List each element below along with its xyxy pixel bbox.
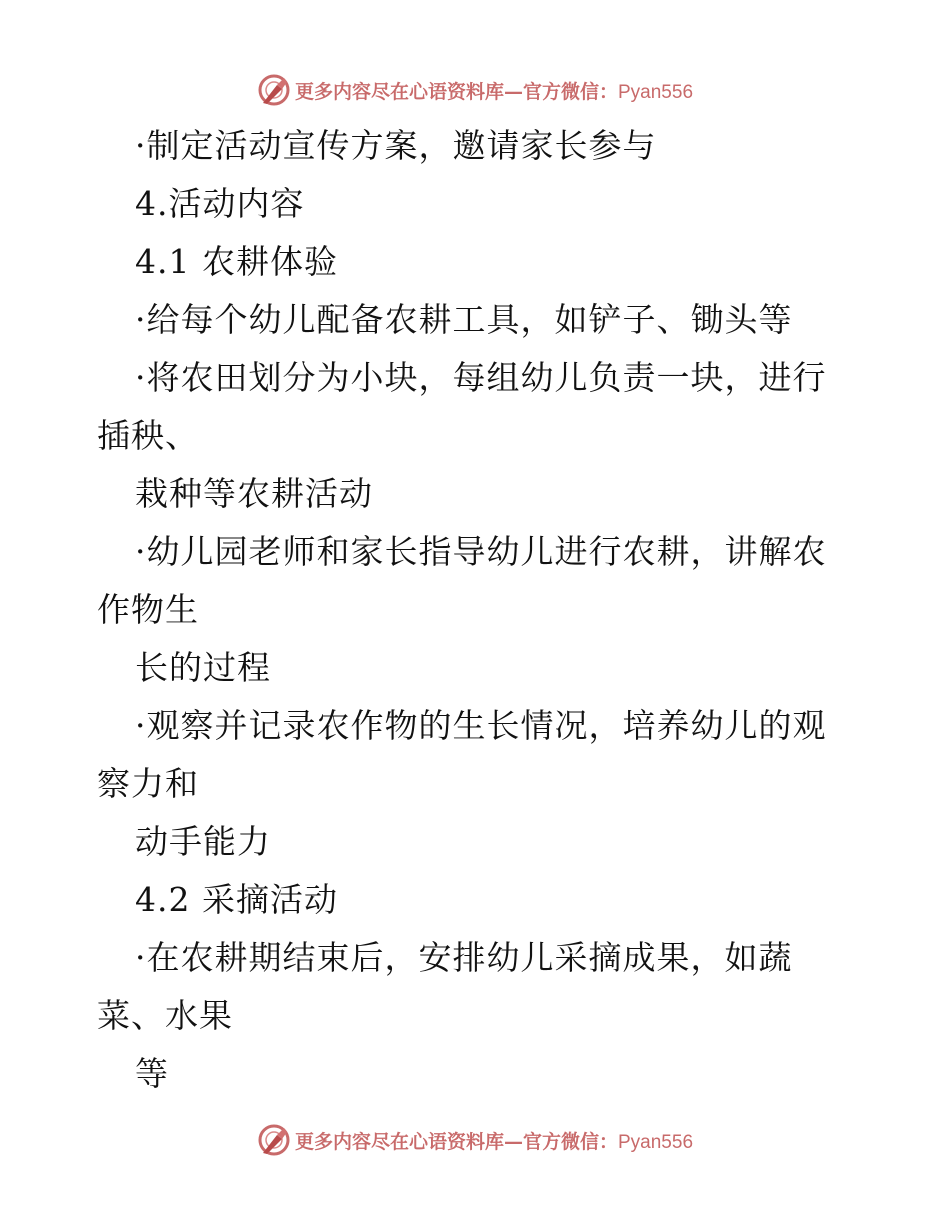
wrapped-line: 菜、水果 [97, 996, 233, 1035]
bullet-line: ·在农耕期结束后，安排幼儿采摘成果，如蔬 [135, 938, 793, 977]
footer-banner [0, 1120, 950, 1160]
pen-logo-icon [257, 1123, 291, 1157]
wrapped-line: 察力和 [97, 764, 199, 803]
bullet-line: ·将农田划分为小块，每组幼儿负责一块，进行 [135, 358, 827, 397]
banner-text: 更多内容尽在心语资料库—官方微信：Pyan556 [294, 80, 694, 103]
bullet-line: ·观察并记录农作物的生长情况，培养幼儿的观 [135, 706, 827, 745]
subsection-heading: 4.2 采摘活动 [135, 880, 338, 919]
pen-logo-icon [257, 73, 291, 107]
bullet-line: ·给每个幼儿配备农耕工具，如铲子、锄头等 [135, 300, 793, 339]
banner-text: 更多内容尽在心语资料库—官方微信：Pyan556 [294, 1130, 694, 1153]
continuation-line: 栽种等农耕活动 [135, 474, 373, 513]
wrapped-line: 作物生 [97, 590, 199, 629]
section-heading: 4.活动内容 [135, 184, 305, 223]
header-banner [0, 70, 950, 110]
wrapped-line: 插秧、 [97, 416, 199, 455]
continuation-line: 等 [135, 1054, 169, 1093]
bullet-line: ·幼儿园老师和家长指导幼儿进行农耕，讲解农 [135, 532, 827, 571]
continuation-line: 长的过程 [135, 648, 271, 687]
subsection-heading: 4.1 农耕体验 [135, 242, 338, 281]
continuation-line: 动手能力 [135, 822, 271, 861]
bullet-line: ·制定活动宣传方案，邀请家长参与 [135, 126, 657, 165]
